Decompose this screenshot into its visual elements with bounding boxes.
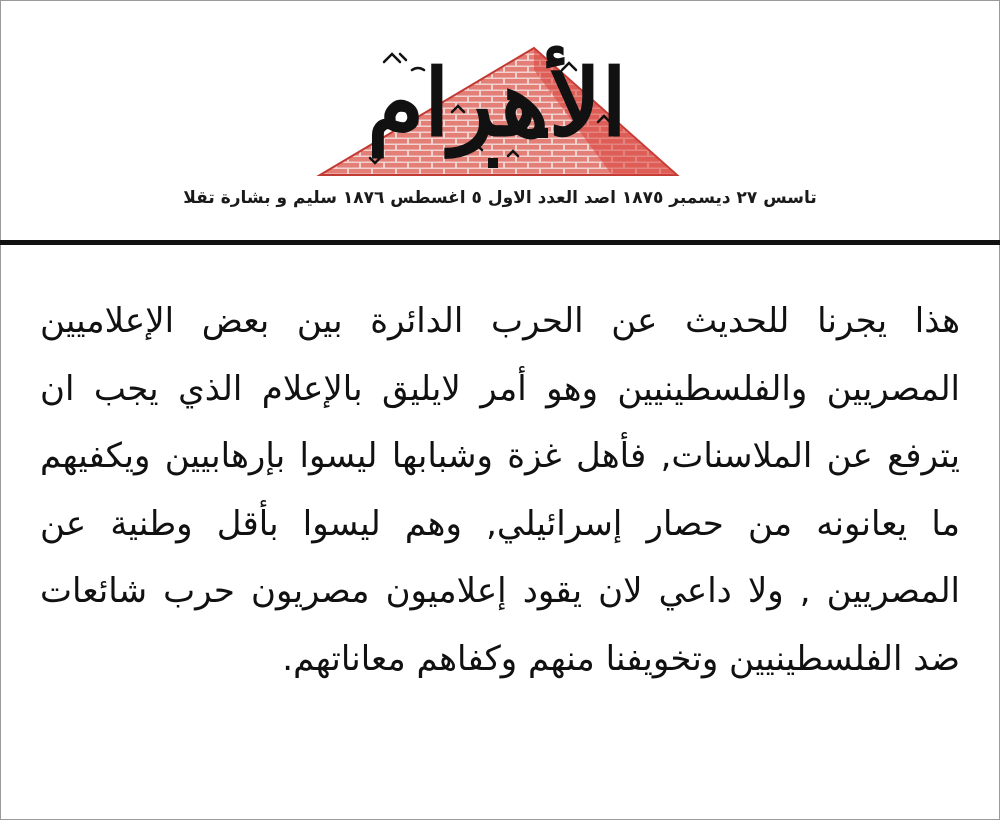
newspaper-masthead <box>0 0 1000 242</box>
article-paragraph: هذا يجرنا للحديث عن الحرب الدائرة بين بعض الإعلاميين المصريين والفلسطينيين وهو أمر لايليق بالإعلام الذي يجب ان يترفع عن الملاسنات, فأهل غزة وشبابها ليسوا بإرهابيين ويكفيهم ما يعانونه من حصار إسرائيلي, وهم ليسوا بأقل وطنية عن المصريين , ولا داعي لان يقود إعلاميون مصريون حرب شائعات ضد الفلسطينيين وتخويفنا منهم وكفاهم معاناتهم. <box>40 301 960 679</box>
logo-wordmark: الأهرام <box>367 49 627 157</box>
masthead-rule <box>0 240 1000 245</box>
founding-dates-line: تاسس ٢٧ ديسمبر ١٨٧٥ اصد العدد الاول ٥ اغسطس ١٨٧٦ سليم و بشارة تقلا <box>183 188 817 208</box>
al-ahram-logo <box>312 30 682 180</box>
